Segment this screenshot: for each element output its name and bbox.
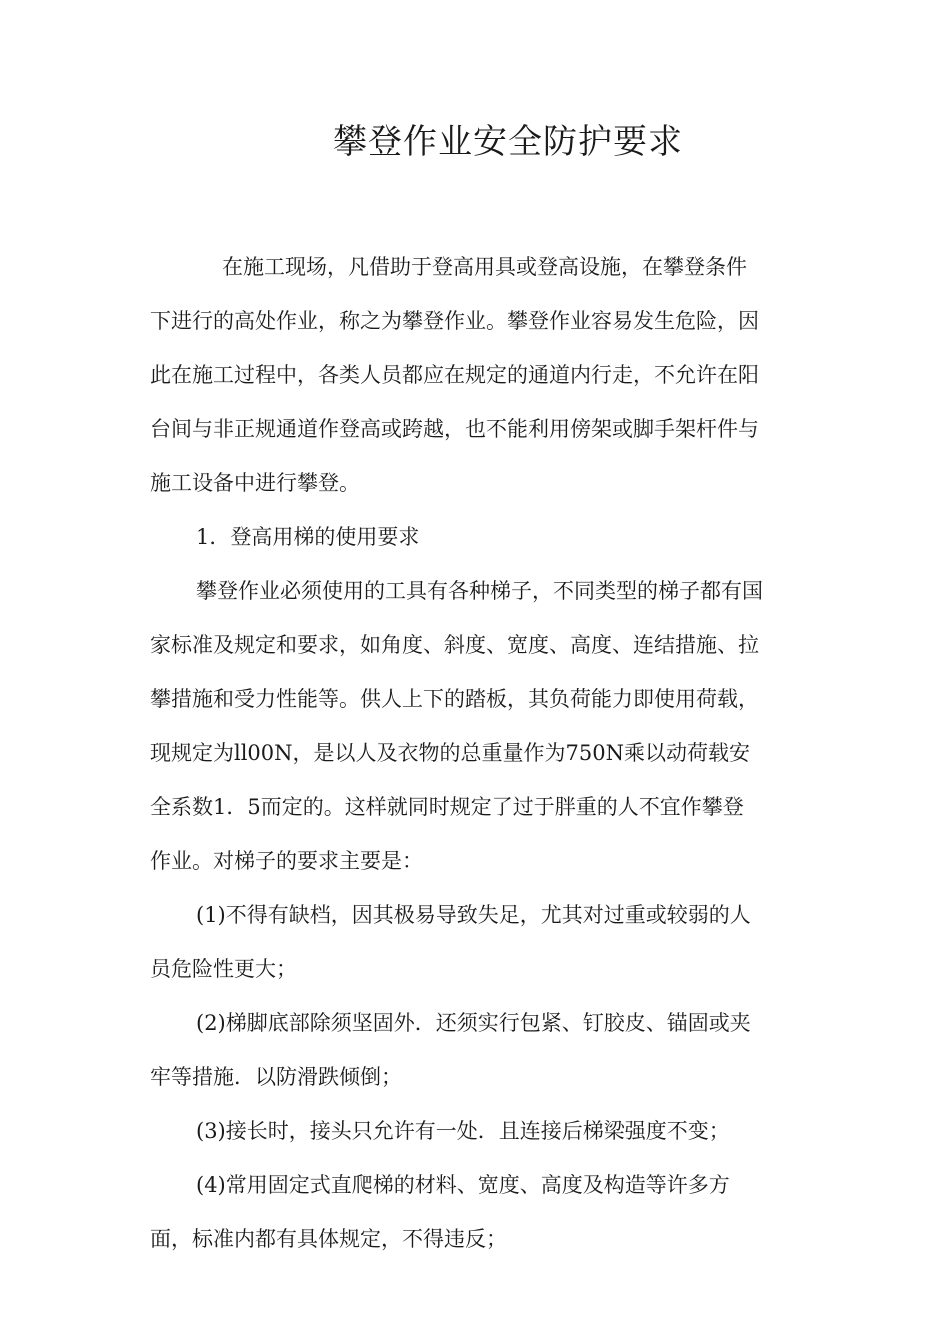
paragraph-line: 现规定为ll00N，是以人及衣物的总重量作为750N乘以动荷载安 [150,741,750,765]
list-item-line: (4)常用固定式直爬梯的材料、宽度、高度及构造等许多方 [196,1173,730,1197]
list-item-line: (2)梯脚底部除须坚固外．还须实行包紧、钉胶皮、锚固或夹 [196,1011,751,1035]
list-item-line: (3)接长时，接头只允许有一处．且连接后梯梁强度不变； [196,1119,730,1143]
section-heading: 1．登高用梯的使用要求 [196,525,420,549]
paragraph-line: 全系数1．5而定的。这样就同时规定了过于胖重的人不宜作攀登 [150,795,744,819]
paragraph-line: 在施工现场，凡借助于登高用具或登高设施，在攀登条件 [222,255,747,279]
paragraph-line: 施工设备中进行攀登。 [150,471,360,495]
paragraph-line: 台间与非正规通道作登高或跨越，也不能利用傍架或脚手架杆件与 [150,417,759,441]
document-title: 攀登作业安全防护要求 [333,122,683,162]
list-item-line: (1)不得有缺档，因其极易导致失足，尤其对过重或较弱的人 [196,903,751,927]
paragraph-line: 下进行的高处作业，称之为攀登作业。攀登作业容易发生危险，因 [150,309,759,333]
list-item-line: 员危险性更大； [150,957,297,981]
paragraph-line: 家标准及规定和要求，如角度、斜度、宽度、高度、连结措施、拉 [150,633,759,657]
paragraph-line: 此在施工过程中，各类人员都应在规定的通道内行走，不允许在阳 [150,363,759,387]
list-item-line: 面，标准内都有具体规定，不得违反； [150,1227,507,1251]
list-item-line: 牢等措施．以防滑跌倾倒； [150,1065,402,1089]
paragraph-line: 作业。对梯子的要求主要是： [150,849,423,873]
paragraph-line: 攀措施和受力性能等。供人上下的踏板，其负荷能力即使用荷载， [150,687,759,711]
paragraph-line: 攀登作业必须使用的工具有各种梯子，不同类型的梯子都有国 [196,579,763,603]
